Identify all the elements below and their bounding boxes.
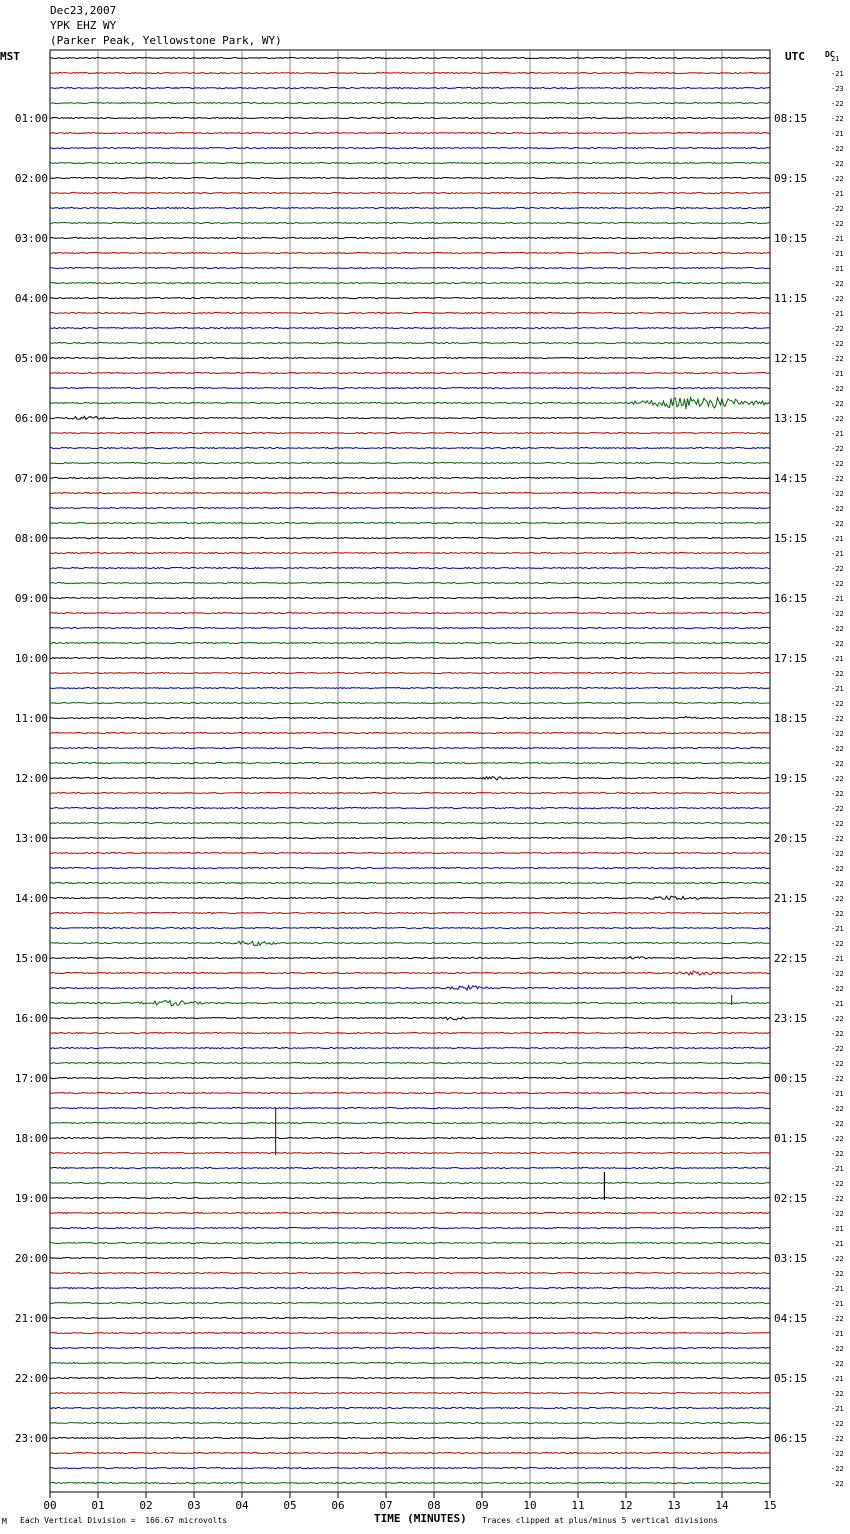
dc-offset-label: -21	[831, 685, 844, 693]
seismic-trace	[50, 177, 770, 178]
seismic-trace	[50, 747, 770, 748]
dc-offset-label: -21	[831, 655, 844, 663]
dc-offset-label: -22	[831, 640, 844, 648]
left-timezone-label: MST	[0, 50, 20, 63]
seismic-trace	[50, 342, 770, 343]
x-tick-label: 07	[379, 1499, 393, 1512]
mst-hour-label: 16:00	[14, 1012, 48, 1025]
seismic-trace	[50, 957, 770, 959]
dc-offset-label: -22	[831, 1315, 844, 1323]
dc-offset-label: -22	[831, 1255, 844, 1263]
seismic-trace	[50, 597, 770, 598]
seismic-trace	[50, 492, 770, 493]
seismic-trace	[50, 1302, 770, 1303]
dc-offset-label: -22	[831, 1075, 844, 1083]
mst-hour-label: 04:00	[14, 292, 48, 305]
dc-offset-label: -22	[831, 160, 844, 168]
seismic-trace	[50, 1122, 770, 1123]
seismic-trace	[50, 986, 770, 990]
dc-offset-label: -22	[831, 745, 844, 753]
dc-offset-label: -22	[831, 295, 844, 303]
dc-offset-label: -22	[831, 280, 844, 288]
dc-offset-label: -22	[831, 880, 844, 888]
x-tick-label: 03	[187, 1499, 201, 1512]
dc-offset-label: -22	[831, 625, 844, 633]
seismic-trace	[50, 1047, 770, 1048]
dc-offset-label: -23	[831, 85, 844, 93]
seismic-trace	[50, 1212, 770, 1213]
seismic-trace	[50, 537, 770, 538]
dc-offset-label: -22	[831, 970, 844, 978]
mst-hour-label: 14:00	[14, 892, 48, 905]
utc-hour-label: 10:15	[774, 232, 808, 245]
dc-offset-label: -22	[831, 1135, 844, 1143]
seismic-trace	[50, 398, 770, 410]
seismic-trace	[50, 267, 770, 268]
dc-offset-label: -22	[831, 985, 844, 993]
x-tick-label: 13	[667, 1499, 681, 1512]
seismic-trace	[50, 1152, 770, 1153]
dc-offset-label: -22	[831, 475, 844, 483]
mst-hour-label: 17:00	[14, 1072, 48, 1085]
seismic-trace	[50, 807, 770, 808]
seismic-trace	[50, 1467, 770, 1468]
utc-hour-label: 20:15	[774, 832, 808, 845]
mst-hour-label: 22:00	[14, 1372, 48, 1385]
seismic-trace	[50, 507, 770, 508]
mst-hour-label: 23:00	[14, 1432, 48, 1445]
mst-hour-label: 13:00	[14, 832, 48, 845]
seismic-trace	[50, 657, 770, 658]
seismic-trace	[50, 432, 770, 433]
utc-hour-label: 16:15	[774, 592, 808, 605]
utc-hour-label: 06:15	[774, 1432, 808, 1445]
seismic-trace	[50, 867, 770, 868]
utc-hour-label: 03:15	[774, 1252, 808, 1265]
seismic-trace	[50, 1362, 770, 1363]
seismic-trace	[50, 642, 770, 643]
dc-offset-label: -22	[831, 1210, 844, 1218]
x-tick-label: 10	[523, 1499, 537, 1512]
dc-offset-label: -22	[831, 520, 844, 528]
seismic-trace	[50, 1032, 770, 1033]
footer-mark: M	[2, 1517, 7, 1526]
dc-offset-label: -22	[831, 220, 844, 228]
dc-offset-label: -22	[831, 760, 844, 768]
seismic-trace	[50, 1000, 770, 1005]
utc-hour-label: 12:15	[774, 352, 808, 365]
station-id: YPK EHZ WY	[50, 19, 117, 32]
plot-frame	[50, 50, 770, 1492]
dc-offset-label: -22	[831, 1030, 844, 1038]
dc-offset-label: -22	[831, 175, 844, 183]
seismic-trace	[50, 1197, 770, 1198]
mst-hour-label: 06:00	[14, 412, 48, 425]
dc-offset-label: -22	[831, 1420, 844, 1428]
dc-offset-label: -21	[831, 370, 844, 378]
dc-offset-label: -22	[831, 1120, 844, 1128]
seismic-trace	[50, 57, 770, 58]
dc-offset-label: -22	[831, 820, 844, 828]
dc-offset-label: -22	[831, 1465, 844, 1473]
seismic-trace	[50, 87, 770, 88]
mst-hour-label: 05:00	[14, 352, 48, 365]
dc-offset-label: -21	[831, 70, 844, 78]
seismic-trace	[50, 927, 770, 928]
seismic-trace	[50, 1452, 770, 1453]
dc-offset-label: -21	[831, 1375, 844, 1383]
seismic-trace	[50, 1137, 770, 1138]
dc-offset-label: -22	[831, 580, 844, 588]
utc-hour-label: 19:15	[774, 772, 808, 785]
dc-offset-label: -21	[831, 1225, 844, 1233]
seismic-trace	[50, 941, 770, 946]
x-tick-label: 08	[427, 1499, 441, 1512]
dc-offset-label: -22	[831, 205, 844, 213]
utc-hour-label: 09:15	[774, 172, 808, 185]
utc-hour-label: 23:15	[774, 1012, 808, 1025]
scale-note: Each Vertical Division = 166.67 microvolts	[20, 1516, 228, 1525]
right-timezone-label: UTC	[785, 50, 805, 63]
chart-date: Dec23,2007	[50, 4, 117, 17]
x-tick-label: 12	[619, 1499, 633, 1512]
seismic-trace	[50, 702, 770, 703]
x-tick-label: 05	[283, 1499, 297, 1512]
mst-hour-label: 21:00	[14, 1312, 48, 1325]
dc-offset-label: -22	[831, 790, 844, 798]
seismic-trace	[50, 282, 770, 283]
dc-offset-label: -22	[831, 1195, 844, 1203]
seismic-trace	[50, 1182, 770, 1183]
dc-offset-label: -22	[831, 1270, 844, 1278]
seismic-trace	[50, 912, 770, 913]
seismic-trace	[50, 522, 770, 523]
seismic-trace	[50, 252, 770, 253]
dc-offset-label: -22	[831, 340, 844, 348]
seismic-trace	[50, 1227, 770, 1228]
seismic-trace	[50, 552, 770, 553]
seismic-trace	[50, 732, 770, 733]
dc-offset-label: -22	[831, 325, 844, 333]
mst-hour-label: 02:00	[14, 172, 48, 185]
x-tick-label: 04	[235, 1499, 249, 1512]
seismic-trace	[50, 357, 770, 358]
seismic-trace	[50, 1347, 770, 1348]
mst-hour-label: 18:00	[14, 1132, 48, 1145]
x-tick-label: 06	[331, 1499, 345, 1512]
seismic-trace	[50, 971, 770, 975]
seismic-trace	[50, 72, 770, 73]
seismic-trace	[50, 1287, 770, 1288]
dc-offset-label: -21	[831, 1300, 844, 1308]
dc-offset-label: -22	[831, 805, 844, 813]
dc-offset-label: -22	[831, 700, 844, 708]
dc-offset-label: -22	[831, 460, 844, 468]
x-tick-label: 00	[43, 1499, 57, 1512]
dc-offset-label: -22	[831, 1360, 844, 1368]
seismic-trace	[50, 1077, 770, 1078]
dc-offset-label: -21	[831, 550, 844, 558]
dc-offset-label: -21	[831, 265, 844, 273]
utc-hour-label: 22:15	[774, 952, 808, 965]
utc-hour-label: 01:15	[774, 1132, 808, 1145]
mst-hour-label: 19:00	[14, 1192, 48, 1205]
seismic-trace	[50, 1317, 770, 1318]
mst-hour-label: 07:00	[14, 472, 48, 485]
seismic-trace	[50, 327, 770, 328]
dc-offset-label: -22	[831, 1150, 844, 1158]
seismic-trace	[50, 1167, 770, 1168]
seismic-trace	[50, 852, 770, 853]
utc-hour-label: 00:15	[774, 1072, 808, 1085]
seismic-trace	[50, 387, 770, 388]
seismic-trace	[50, 716, 770, 718]
dc-offset-label: -21	[831, 1000, 844, 1008]
mst-hour-label: 03:00	[14, 232, 48, 245]
dc-offset-label: -22	[831, 610, 844, 618]
seismic-trace	[50, 822, 770, 823]
x-tick-label: 01	[91, 1499, 105, 1512]
seismic-trace	[50, 1407, 770, 1408]
utc-hour-label: 15:15	[774, 532, 808, 545]
seismic-trace	[50, 777, 770, 781]
dc-offset-label: -21	[831, 1240, 844, 1248]
dc-offset-label: -22	[831, 865, 844, 873]
utc-hour-label: 04:15	[774, 1312, 808, 1325]
dc-offset-header: DC	[825, 50, 835, 59]
dc-offset-label: 21	[831, 55, 840, 63]
dc-offset-label: -21	[831, 1330, 844, 1338]
seismic-trace	[50, 1062, 770, 1063]
seismic-trace	[50, 762, 770, 763]
x-axis-title: TIME (MINUTES)	[374, 1512, 467, 1525]
dc-offset-label: -21	[831, 250, 844, 258]
mst-hour-label: 09:00	[14, 592, 48, 605]
seismic-trace	[50, 1092, 770, 1093]
dc-offset-label: -22	[831, 1480, 844, 1488]
utc-hour-label: 21:15	[774, 892, 808, 905]
utc-hour-label: 18:15	[774, 712, 808, 725]
seismic-trace	[50, 672, 770, 673]
seismic-trace	[50, 372, 770, 373]
dc-offset-label: -21	[831, 595, 844, 603]
seismic-trace	[50, 117, 770, 118]
dc-offset-label: -22	[831, 145, 844, 153]
dc-offset-label: -22	[831, 565, 844, 573]
seismic-trace	[50, 477, 770, 478]
seismic-trace	[50, 837, 770, 838]
x-tick-label: 15	[763, 1499, 777, 1512]
mst-hour-label: 08:00	[14, 532, 48, 545]
seismic-trace	[50, 462, 770, 463]
dc-offset-label: -21	[831, 1405, 844, 1413]
utc-hour-label: 11:15	[774, 292, 808, 305]
dc-offset-label: -21	[831, 310, 844, 318]
seismic-trace	[50, 1437, 770, 1438]
mst-hour-label: 11:00	[14, 712, 48, 725]
dc-offset-label: -22	[831, 115, 844, 123]
seismic-trace	[50, 1017, 770, 1020]
dc-offset-label: -22	[831, 670, 844, 678]
dc-offset-label: -22	[831, 1015, 844, 1023]
dc-offset-label: -21	[831, 535, 844, 543]
dc-offset-label: -22	[831, 1345, 844, 1353]
utc-hour-label: 17:15	[774, 652, 808, 665]
dc-offset-label: -22	[831, 445, 844, 453]
utc-hour-label: 02:15	[774, 1192, 808, 1205]
mst-hour-label: 15:00	[14, 952, 48, 965]
seismic-trace	[50, 1257, 770, 1258]
seismic-trace	[50, 627, 770, 628]
dc-offset-label: -22	[831, 1450, 844, 1458]
clip-note: Traces clipped at plus/minus 5 vertical divisions	[482, 1516, 719, 1525]
dc-offset-label: -22	[831, 850, 844, 858]
seismic-trace	[50, 1377, 770, 1378]
dc-offset-label: -22	[831, 715, 844, 723]
seismic-trace	[50, 102, 770, 103]
x-tick-label: 14	[715, 1499, 729, 1512]
seismic-trace	[50, 207, 770, 208]
seismic-trace	[50, 147, 770, 148]
dc-offset-label: -21	[831, 1285, 844, 1293]
seismic-trace	[50, 567, 770, 568]
mst-hour-label: 01:00	[14, 112, 48, 125]
dc-offset-label: -22	[831, 1435, 844, 1443]
seismic-trace	[50, 1482, 770, 1483]
seismic-trace	[50, 1272, 770, 1273]
dc-offset-label: -22	[831, 1045, 844, 1053]
dc-offset-label: -21	[831, 430, 844, 438]
seismic-trace	[50, 1242, 770, 1243]
dc-offset-label: -22	[831, 910, 844, 918]
x-tick-label: 11	[571, 1499, 585, 1512]
seismic-trace	[50, 192, 770, 193]
dc-offset-label: -21	[831, 1165, 844, 1173]
dc-offset-label: -22	[831, 1180, 844, 1188]
dc-offset-label: -21	[831, 955, 844, 963]
dc-offset-label: -21	[831, 1090, 844, 1098]
utc-hour-label: 08:15	[774, 112, 808, 125]
mst-hour-label: 20:00	[14, 1252, 48, 1265]
x-tick-label: 09	[475, 1499, 489, 1512]
mst-hour-label: 10:00	[14, 652, 48, 665]
seismic-trace	[50, 416, 770, 419]
seismic-trace	[50, 132, 770, 133]
seismic-trace	[50, 687, 770, 688]
x-tick-label: 02	[139, 1499, 153, 1512]
dc-offset-label: -22	[831, 100, 844, 108]
dc-offset-label: -22	[831, 355, 844, 363]
dc-offset-label: -22	[831, 730, 844, 738]
dc-offset-label: -22	[831, 415, 844, 423]
seismic-trace	[50, 297, 770, 298]
dc-offset-label: -22	[831, 1105, 844, 1113]
dc-offset-label: -21	[831, 925, 844, 933]
seismic-trace	[50, 1422, 770, 1423]
utc-hour-label: 05:15	[774, 1372, 808, 1385]
dc-offset-label: -22	[831, 505, 844, 513]
seismic-trace	[50, 612, 770, 613]
seismic-trace	[50, 1107, 770, 1108]
dc-offset-label: -22	[831, 385, 844, 393]
mst-hour-label: 12:00	[14, 772, 48, 785]
seismic-trace	[50, 162, 770, 163]
dc-offset-label: -22	[831, 490, 844, 498]
seismic-trace	[50, 582, 770, 583]
dc-offset-label: -22	[831, 1390, 844, 1398]
seismic-trace	[50, 222, 770, 223]
utc-hour-label: 14:15	[774, 472, 808, 485]
dc-offset-label: -21	[831, 130, 844, 138]
dc-offset-label: -22	[831, 775, 844, 783]
dc-offset-label: -22	[831, 895, 844, 903]
seismic-trace	[50, 792, 770, 793]
station-location: (Parker Peak, Yellowstone Park, WY)	[50, 34, 282, 47]
seismic-trace	[50, 1332, 770, 1333]
dc-offset-label: -21	[831, 190, 844, 198]
seismic-trace	[50, 896, 770, 900]
dc-offset-label: -22	[831, 1060, 844, 1068]
dc-offset-label: -22	[831, 940, 844, 948]
dc-offset-label: -21	[831, 235, 844, 243]
seismic-trace	[50, 882, 770, 883]
dc-offset-label: -22	[831, 400, 844, 408]
seismic-trace	[50, 312, 770, 313]
seismic-trace	[50, 447, 770, 448]
dc-offset-label: -22	[831, 835, 844, 843]
utc-hour-label: 13:15	[774, 412, 808, 425]
seismic-trace	[50, 1392, 770, 1393]
seismic-trace	[50, 237, 770, 238]
